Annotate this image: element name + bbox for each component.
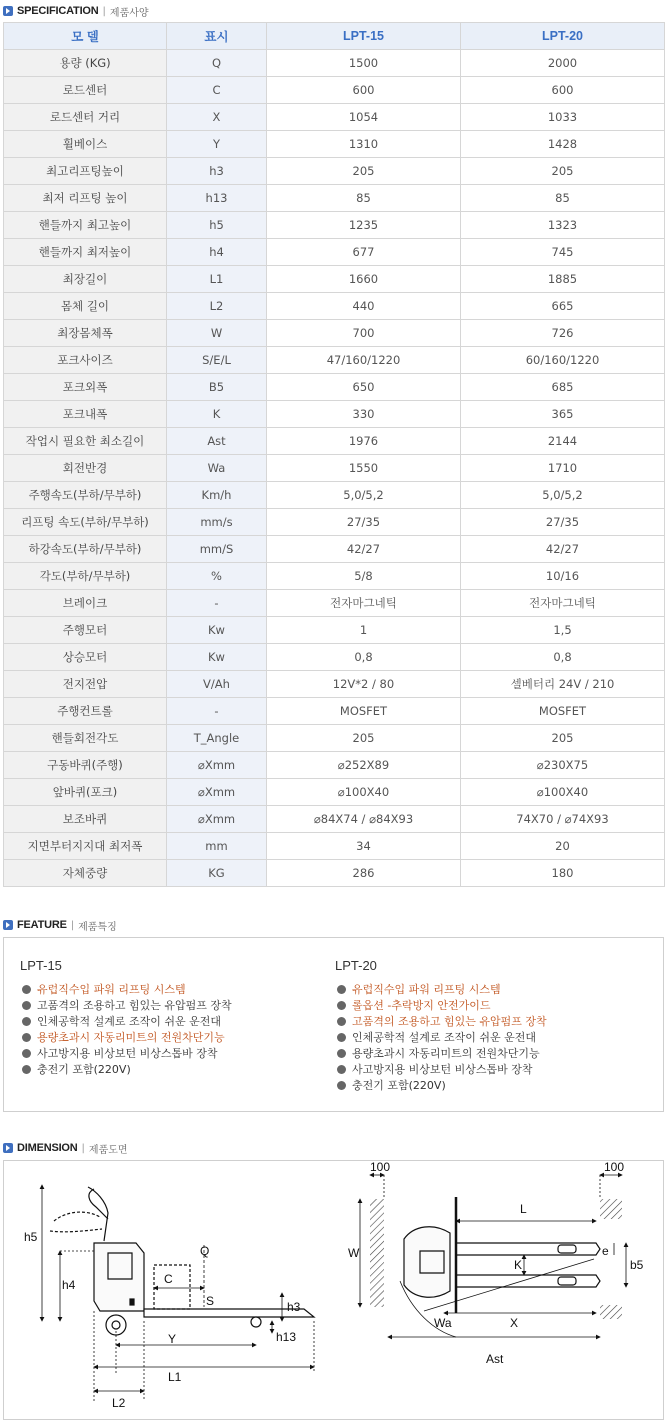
spec-label: 주행속도(부하/무부하) [4,482,167,509]
spec-label: 포크내폭 [4,401,167,428]
spec-label: 각도(부하/무부하) [4,563,167,590]
spec-label: 몸체 길이 [4,293,167,320]
column-header-model: 모 델 [4,23,167,50]
spec-value-lpt20: 726 [461,320,665,347]
feature-item-text: 유럽직수입 파워 리프팅 시스템 [37,983,186,996]
arrow-right-icon [3,1143,13,1153]
label-x: X [510,1316,519,1330]
spec-value-lpt20: 10/16 [461,563,665,590]
spec-symbol: B5 [167,374,267,401]
spec-symbol: Q [167,50,267,77]
feature-item-text: 충전기 포함(220V) [352,1079,446,1092]
spec-symbol: ⌀Xmm [167,806,267,833]
spec-value-lpt20: 685 [461,374,665,401]
label-100-right: 100 [604,1161,625,1174]
spec-value-lpt20: ⌀230X75 [461,752,665,779]
table-row [4,185,665,212]
spec-label: 최장길이 [4,266,167,293]
label-c: C [164,1272,173,1286]
spec-label: 하강속도(부하/무부하) [4,536,167,563]
spec-value-lpt20: 600 [461,77,665,104]
feature-item-text: 유럽직수입 파워 리프팅 시스템 [352,983,501,996]
dimension-drawings [4,1161,663,1419]
spec-label: 포크외폭 [4,374,167,401]
spec-value-lpt20: 1885 [461,266,665,293]
feature-item [20,981,232,997]
spec-label: 지면부터지지대 최저폭 [4,833,167,860]
top-view-drawing [370,1197,622,1319]
table-row [4,698,665,725]
feature-model-name: LPT-20 [335,958,377,973]
spec-label: 보조바퀴 [4,806,167,833]
spec-value-lpt15: 650 [267,374,461,401]
spec-value-lpt15: 85 [267,185,461,212]
spec-value-lpt15: 5/8 [267,563,461,590]
spec-value-lpt15: 42/27 [267,536,461,563]
top-view-dimensions [360,1175,626,1337]
spec-value-lpt20: 74X70 / ⌀74X93 [461,806,665,833]
spec-symbol: S/E/L [167,347,267,374]
label-h13: h13 [276,1330,297,1344]
label-wa: Wa [434,1316,452,1330]
table-row [4,131,665,158]
spec-label: 회전반경 [4,455,167,482]
spec-value-lpt15: 1 [267,617,461,644]
spec-label: 자체중량 [4,860,167,887]
spec-value-lpt20: 365 [461,401,665,428]
table-row [4,779,665,806]
spec-symbol: % [167,563,267,590]
spec-value-lpt15: MOSFET [267,698,461,725]
bullet-icon [337,1049,346,1058]
spec-symbol: W [167,320,267,347]
feature-item-text: 용량초과시 자동리미트의 전원차단기능 [352,1047,540,1060]
section-title: DIMENSION [17,1142,78,1154]
section-subtitle: 제품도면 [88,1144,128,1156]
label-w: W [348,1246,360,1260]
feature-item-text: 용량초과시 자동리미트의 전원차단기능 [37,1031,225,1044]
feature-item-text: 고품격의 조용하고 힘있는 유압펌프 장착 [352,1015,547,1028]
spec-header-row [4,23,665,50]
table-row [4,455,665,482]
table-row [4,833,665,860]
label-e: e [602,1244,609,1258]
spec-value-lpt15: 700 [267,320,461,347]
feature-model-name: LPT-15 [20,958,62,973]
bullet-icon [337,1033,346,1042]
spec-value-lpt20: 1033 [461,104,665,131]
spec-value-lpt15: ⌀84X74 / ⌀84X93 [267,806,461,833]
spec-value-lpt20: 1710 [461,455,665,482]
bullet-icon [337,1001,346,1010]
table-row [4,374,665,401]
spec-value-lpt20: 20 [461,833,665,860]
label-b5: b5 [630,1258,644,1272]
spec-symbol: - [167,590,267,617]
section-title: SPECIFICATION [17,5,99,17]
spec-value-lpt15: 12V*2 / 80 [267,671,461,698]
spec-label: 최고리프팅높이 [4,158,167,185]
label-100-left: 100 [370,1161,391,1174]
spec-value-lpt15: 1054 [267,104,461,131]
spec-value-lpt15: ⌀252X89 [267,752,461,779]
bullet-icon [22,985,31,994]
label-y: Y [168,1332,177,1346]
spec-symbol: mm/S [167,536,267,563]
spec-value-lpt20: 205 [461,158,665,185]
spec-label: 상승모터 [4,644,167,671]
section-subtitle: 제품특징 [78,921,117,933]
spec-label: 핸들회전각도 [4,725,167,752]
table-row [4,104,665,131]
dimension-drawing-box [3,1160,664,1420]
feature-item-text: 충전기 포함(220V) [37,1063,131,1076]
spec-value-lpt20: 1323 [461,212,665,239]
bullet-icon [337,985,346,994]
spec-label: 로드센터 [4,77,167,104]
feature-item [335,1045,547,1061]
spec-label: 최장몸체폭 [4,320,167,347]
spec-label: 전지전압 [4,671,167,698]
dimension-header: DIMENSION | 제품도면 [3,1140,128,1156]
spec-value-lpt15: 205 [267,158,461,185]
table-row [4,725,665,752]
spec-label: 주행컨트롤 [4,698,167,725]
table-row [4,590,665,617]
spec-symbol: Km/h [167,482,267,509]
section-title: FEATURE [17,919,67,931]
table-row [4,806,665,833]
feature-item-text: 사고방지용 비상보턴 비상스톱바 장착 [352,1063,533,1076]
table-row [4,482,665,509]
spec-label: 핸들까지 최고높이 [4,212,167,239]
arrow-right-icon [3,920,13,930]
feature-item [335,1077,547,1093]
bullet-icon [22,1033,31,1042]
table-row [4,320,665,347]
spec-symbol: K [167,401,267,428]
table-row [4,644,665,671]
feature-item [335,1061,547,1077]
feature-item [335,997,547,1013]
label-h3: h3 [287,1300,301,1314]
table-row [4,401,665,428]
column-header-lpt20: LPT-20 [461,23,665,50]
table-row [4,752,665,779]
spec-value-lpt15: 1235 [267,212,461,239]
label-l2: L2 [112,1396,126,1410]
spec-value-lpt15: 5,0/5,2 [267,482,461,509]
spec-symbol: h5 [167,212,267,239]
bullet-icon [337,1017,346,1026]
label-ast: Ast [486,1352,504,1366]
label-h4: h4 [62,1278,76,1292]
feature-item-text: 롤옵션 -추락방지 안전가이드 [352,999,491,1012]
spec-symbol: h13 [167,185,267,212]
table-row [4,563,665,590]
feature-item [20,997,232,1013]
label-l1: L1 [168,1370,182,1384]
feature-item-text: 고품격의 조용하고 힘있는 유압펌프 장착 [37,999,232,1012]
table-row [4,671,665,698]
spec-label: 로드센터 거리 [4,104,167,131]
spec-value-lpt15: 1310 [267,131,461,158]
table-row [4,509,665,536]
spec-value-lpt20: 2144 [461,428,665,455]
spec-symbol: L1 [167,266,267,293]
table-row [4,428,665,455]
spec-label: 최저 리프팅 높이 [4,185,167,212]
spec-value-lpt20: 42/27 [461,536,665,563]
table-row [4,536,665,563]
spec-symbol: L2 [167,293,267,320]
spec-label: 앞바퀴(포크) [4,779,167,806]
section-subtitle: 제품사양 [109,7,149,19]
spec-value-lpt15: 0,8 [267,644,461,671]
spec-value-lpt20: 셀베터리 24V / 210 [461,671,665,698]
side-view-dimensions [42,1185,314,1401]
spec-value-lpt20: 745 [461,239,665,266]
spec-value-lpt20: 전자마그네틱 [461,590,665,617]
table-row [4,860,665,887]
feature-column-lpt20 [335,958,547,1093]
spec-value-lpt15: 34 [267,833,461,860]
spec-symbol: Kw [167,644,267,671]
bullet-icon [22,1049,31,1058]
spec-value-lpt20: 1428 [461,131,665,158]
column-header-lpt15: LPT-15 [267,23,461,50]
spec-symbol: Kw [167,617,267,644]
label-s: S [206,1294,215,1308]
table-row [4,293,665,320]
spec-value-lpt15: 1550 [267,455,461,482]
spec-symbol: V/Ah [167,671,267,698]
spec-value-lpt20: 85 [461,185,665,212]
table-row [4,266,665,293]
bullet-icon [22,1065,31,1074]
feature-box [3,937,664,1112]
feature-item [335,981,547,997]
spec-symbol: C [167,77,267,104]
column-header-symbol: 표시 [167,23,267,50]
spec-symbol: h3 [167,158,267,185]
spec-value-lpt15: 600 [267,77,461,104]
spec-label: 용량 (KG) [4,50,167,77]
feature-column-lpt15 [20,958,232,1077]
spec-value-lpt15: 1976 [267,428,461,455]
spec-value-lpt20: 0,8 [461,644,665,671]
spec-symbol: X [167,104,267,131]
spec-value-lpt20: 2000 [461,50,665,77]
spec-value-lpt15: 27/35 [267,509,461,536]
bullet-icon [22,1001,31,1010]
spec-symbol: Ast [167,428,267,455]
spec-value-lpt20: 5,0/5,2 [461,482,665,509]
feature-item [20,1029,232,1045]
spec-label: 휠베이스 [4,131,167,158]
feature-item [20,1013,232,1029]
feature-header: FEATURE | 제품특징 [3,917,117,933]
spec-symbol: - [167,698,267,725]
spec-value-lpt15: 677 [267,239,461,266]
feature-item-text: 인체공학적 설계로 조작이 쉬운 운전대 [37,1015,222,1028]
spec-value-lpt20: 205 [461,725,665,752]
spec-symbol: T_Angle [167,725,267,752]
table-row [4,50,665,77]
spec-value-lpt20: ⌀100X40 [461,779,665,806]
spec-symbol: KG [167,860,267,887]
feature-item [335,1013,547,1029]
side-view-drawing [50,1187,314,1335]
spec-value-lpt15: 전자마그네틱 [267,590,461,617]
spec-value-lpt20: 1,5 [461,617,665,644]
feature-item [335,1029,547,1045]
feature-item [20,1061,232,1077]
feature-item-text: 인체공학적 설계로 조작이 쉬운 운전대 [352,1031,537,1044]
spec-value-lpt15: 286 [267,860,461,887]
spec-symbol: h4 [167,239,267,266]
spec-symbol: Wa [167,455,267,482]
table-row [4,239,665,266]
table-row [4,77,665,104]
table-row [4,347,665,374]
bullet-icon [22,1017,31,1026]
label-q: Q [200,1244,210,1258]
feature-item-text: 사고방지용 비상보턴 비상스톱바 장착 [37,1047,218,1060]
bullet-icon [337,1081,346,1090]
spec-value-lpt20: 60/160/1220 [461,347,665,374]
spec-symbol: Y [167,131,267,158]
specification-header: SPECIFICATION | 제품사양 [3,3,149,19]
top-view-labels [348,1161,644,1366]
table-row [4,158,665,185]
bullet-icon [337,1065,346,1074]
spec-value-lpt20: 27/35 [461,509,665,536]
spec-table [3,22,665,887]
spec-symbol: mm [167,833,267,860]
spec-symbol: ⌀Xmm [167,752,267,779]
spec-value-lpt15: 205 [267,725,461,752]
table-row [4,617,665,644]
spec-label: 포크사이즈 [4,347,167,374]
spec-value-lpt20: 180 [461,860,665,887]
spec-label: 작업시 필요한 최소길이 [4,428,167,455]
spec-label: 리프팅 속도(부하/무부하) [4,509,167,536]
spec-label: 구동바퀴(주행) [4,752,167,779]
spec-label: 주행모터 [4,617,167,644]
spec-label: 브레이크 [4,590,167,617]
spec-value-lpt15: 1500 [267,50,461,77]
table-row [4,212,665,239]
spec-value-lpt20: MOSFET [461,698,665,725]
spec-value-lpt20: 665 [461,293,665,320]
spec-value-lpt15: 47/160/1220 [267,347,461,374]
spec-symbol: mm/s [167,509,267,536]
spec-label: 핸들까지 최저높이 [4,239,167,266]
spec-table-body [4,50,665,887]
label-h5: h5 [24,1230,38,1244]
spec-symbol: ⌀Xmm [167,779,267,806]
spec-value-lpt15: 1660 [267,266,461,293]
spec-value-lpt15: ⌀100X40 [267,779,461,806]
label-l: L [520,1202,527,1216]
arrow-right-icon [3,6,13,16]
spec-value-lpt15: 440 [267,293,461,320]
feature-item [20,1045,232,1061]
label-k: K [514,1258,523,1272]
spec-value-lpt15: 330 [267,401,461,428]
